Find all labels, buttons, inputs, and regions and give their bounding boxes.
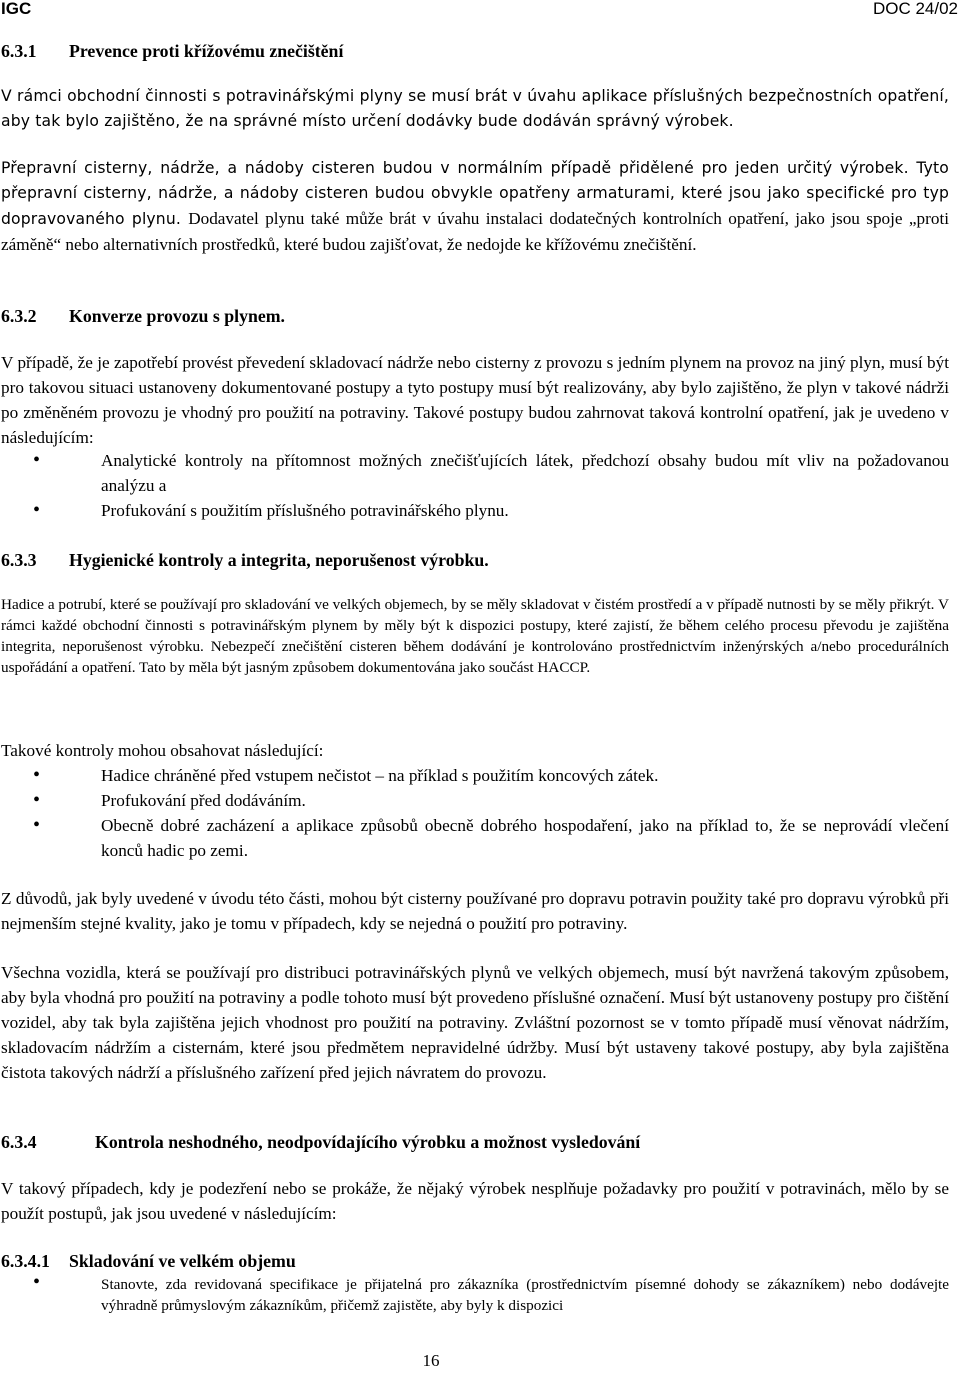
list-item-text: Profukování před dodáváním. — [101, 791, 306, 810]
heading-number: 6.3.3 — [1, 550, 37, 570]
list-item-text: Stanovte, zda revidovaná specifikace je přijatelná pro zákazníka (prostřednictvím písemné dohody se zákazníkem) nebo dodávejte výhradně průmyslovým zákazníkům, přičemž zajistěte, aby byly k dispozici — [101, 1276, 949, 1314]
bullet-list — [1, 763, 949, 863]
paragraph: V rámci obchodní činnosti s potravinářskými plyny se musí brát v úvahu aplikace příslušných bezpečnostních opatření, aby tak bylo zajištěno, že na správné místo určení dodávky bude dodáván správný výrobek. — [1, 87, 949, 130]
bullet-icon: • — [33, 789, 41, 811]
list-item-text: Analytické kontroly na přítomnost možných znečišťujících látek, předchozí obsahy budou mít vliv na požadovanou analýzu a — [101, 451, 949, 495]
page-header — [0, 0, 960, 22]
heading-6-3-3 — [1, 548, 949, 572]
paragraph-part: Přepravní cisterny, nádrže, a nádoby cisteren budou v normálním případě přidělené pro jeden určitý výrobek. Tyto přepravní cisterny, nádrže, a nádoby cisteren budou obvykle opatřeny armaturami, které jsou jako specifické pro typ dopravovaného plynu. — [1, 159, 949, 228]
heading-number: 6.3.4 — [1, 1132, 37, 1152]
header-doc-id: DOC 24/02 — [872, 0, 958, 18]
bullet-icon: • — [33, 449, 41, 471]
paragraph: Z důvodů, jak byly uvedené v úvodu této části, mohou být cisterny používané pro dopravu potravin použity také pro dopravu výrobků při nejmenším stejné kvality, jako je tomu v případech, kdy se nejedná o použití pro potraviny. — [1, 889, 949, 933]
heading-title: Hygienické kontroly a integrita, neporušenost výrobku. — [69, 550, 489, 570]
paragraph: V takový případech, kdy je podezření nebo se prokáže, že nějaký výrobek nesplňuje požadavky pro použití v potravinách, mělo by se použít postupů, jak jsou uvedené v následujícím: — [1, 1179, 949, 1223]
list-item — [1, 813, 949, 863]
list-item-text: Obecně dobré zacházení a aplikace způsobů obecně dobrého hospodaření, jako na příklad to, že se neprovádí vlečení konců hadic po zemi. — [101, 816, 949, 860]
list-item — [1, 788, 949, 813]
paragraph: Takové kontroly mohou obsahovat následující: — [1, 741, 324, 760]
list-item — [1, 498, 949, 523]
list-item-text: Hadice chráněné před vstupem nečistot – na příklad s použitím koncových zátek. — [101, 766, 659, 785]
paragraph — [1, 156, 949, 258]
list-item-text: Profukování s použitím příslušného potravinářského plynu. — [101, 501, 509, 520]
heading-title: Kontrola neshodného, neodpovídajícího výrobku a možnost vysledování — [95, 1132, 641, 1152]
paragraph: V případě, že je zapotřebí provést převedení skladovací nádrže nebo cisterny z provozu s jedním plynem na provoz na jiný plyn, musí být pro takovou situaci ustanoveny dokumentované postupy a tyto postupy musí být realizovány, aby bylo zajištěno, že plyn v takové nádrži po změněném provozu je vhodný pro použití na potraviny. Takové postupy budou zahrnovat taková kontrolní opatření, jak je uvedeno v následujícím: — [1, 353, 949, 447]
heading-6-3-1 — [1, 39, 949, 63]
page-number: 16 — [422, 1351, 440, 1370]
heading-number: 6.3.2 — [1, 306, 37, 326]
paragraph-part: Dodavatel plynu také může brát v úvahu instalaci dodatečných kontrolních opatření, jako jsou spoje „proti záměně“ nebo alternativních prostředků, které budou zajišťovat, že nedojde ke křížovému znečištění. — [1, 209, 950, 254]
bullet-icon: • — [33, 764, 41, 786]
bullet-list — [1, 1271, 949, 1316]
list-item — [1, 763, 949, 788]
heading-number: 6.3.4.1 — [1, 1251, 50, 1271]
bullet-icon: • — [33, 1271, 41, 1293]
heading-title: Skladování ve velkém objemu — [69, 1251, 296, 1271]
bullet-icon: • — [33, 499, 41, 521]
heading-number: 6.3.1 — [1, 41, 37, 61]
list-item — [1, 448, 949, 498]
bullet-icon: • — [33, 814, 41, 836]
header-org: IGC — [1, 0, 32, 18]
heading-title: Konverze provozu s plynem. — [69, 306, 285, 326]
paragraph: Všechna vozidla, která se používají pro distribuci potravinářských plynů ve velkých objemech, musí být navržená takovým způsobem, aby byla vhodná pro použití na potraviny a podle tohoto musí být provedeno příslušné označení. Musí být ustanoveny postupy pro čištění vozidel, aby tak byla zajištěna jejich vhodnost pro použití na potraviny. Zvláštní pozornost se v tomto případě musí věnovat nádržím, skladovacím nádržím a cisternám, které jsou předmětem nepravidelné údržby. Musí být ustaveny takové postupy, aby byla zajištěna čistota takových nádrží a příslušného zařízení před jejich návratem do provozu. — [1, 963, 949, 1082]
bullet-list — [1, 448, 949, 523]
heading-6-3-2 — [1, 304, 949, 328]
heading-6-3-4-1 — [1, 1249, 949, 1273]
heading-title: Prevence proti křížovému znečištění — [69, 41, 344, 61]
list-item — [1, 1271, 949, 1316]
paragraph: Hadice a potrubí, které se používají pro skladování ve velkých objemech, by se měly skladovat v čistém prostředí a v případě nutnosti by se měly přikrýt. V rámci každé obchodní činnosti s potravinářským plynem by měly být k dispozici postupy, které zajistí, že během celého procesu převodu je zajištěna integrita, neporušenost výrobku. Nebezpečí znečištění cisteren během dodávání je kontrolováno prostřednictvím inženýrských a/nebo procedurálních uspořádání a opatření. Tato by měla být jasným způsobem dokumentována jako součást HACCP. — [1, 596, 949, 676]
heading-6-3-4 — [1, 1130, 949, 1154]
